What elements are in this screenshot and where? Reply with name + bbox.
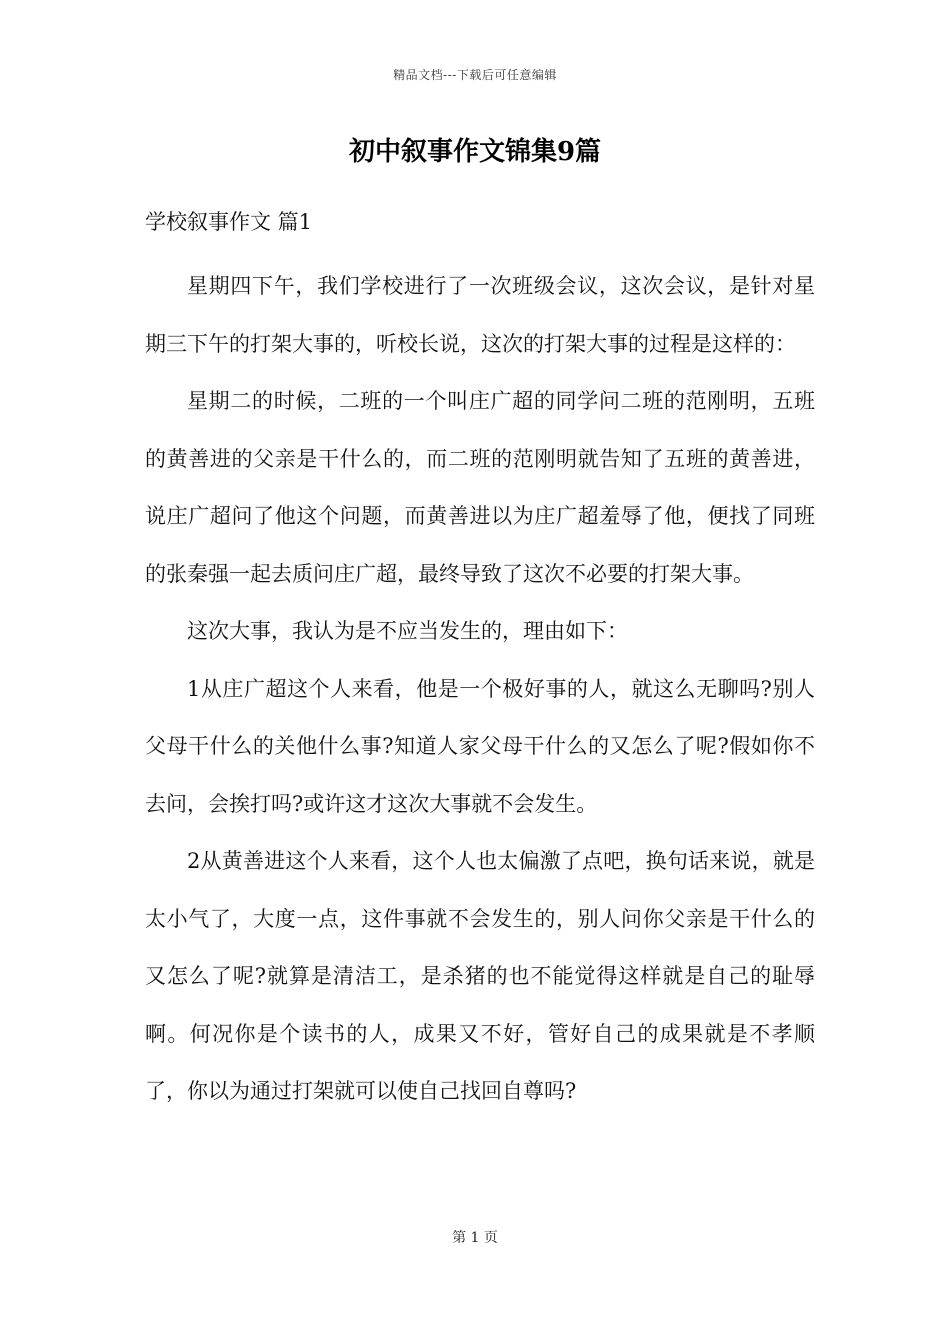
document-title: 初中叙事作文锦集9篇 xyxy=(348,137,602,167)
section-heading: 学校叙事作文 篇1 xyxy=(145,210,313,234)
document-body xyxy=(145,200,815,1121)
paragraph: 星期四下午，我们学校进行了一次班级会议，这次会议，是针对星期三下午的打架大事的，听校长说，这次的打架大事的过程是这样的： xyxy=(145,274,815,356)
page-number: 第 1 页 xyxy=(452,1230,498,1246)
header-note: 精品文档---下载后可任意编辑 xyxy=(393,68,557,82)
paragraph: 2从黄善进这个人来看，这个人也太偏激了点吧，换句话来说，就是太小气了，大度一点，这件事就不会发生的，别人问你父亲是干什么的又怎么了呢?就算是清洁工，是杀猪的也不能觉得这样就是自己的耻辱啊。何况你是个读书的人，成果又不好，管好自己的成果就是不孝顺了，你以为通过打架就可以使自己找回自尊吗? xyxy=(145,849,815,1103)
paragraph: 这次大事，我认为是不应当发生的，理由如下： xyxy=(187,619,628,643)
paragraph: 星期二的时候，二班的一个叫庄广超的同学问二班的范刚明，五班的黄善进的父亲是干什么的，而二班的范刚明就告知了五班的黄善进，说庄广超问了他这个问题，而黄善进以为庄广超羞辱了他，便找了同班的张秦强一起去质问庄广超，最终导致了这次不必要的打架大事。 xyxy=(145,389,815,586)
paragraph: 1从庄广超这个人来看，他是一个极好事的人，就这么无聊吗?别人父母干什么的关他什么事?知道人家父母干什么的又怎么了呢?假如你不去问，会挨打吗?或许这才这次大事就不会发生。 xyxy=(145,676,815,816)
